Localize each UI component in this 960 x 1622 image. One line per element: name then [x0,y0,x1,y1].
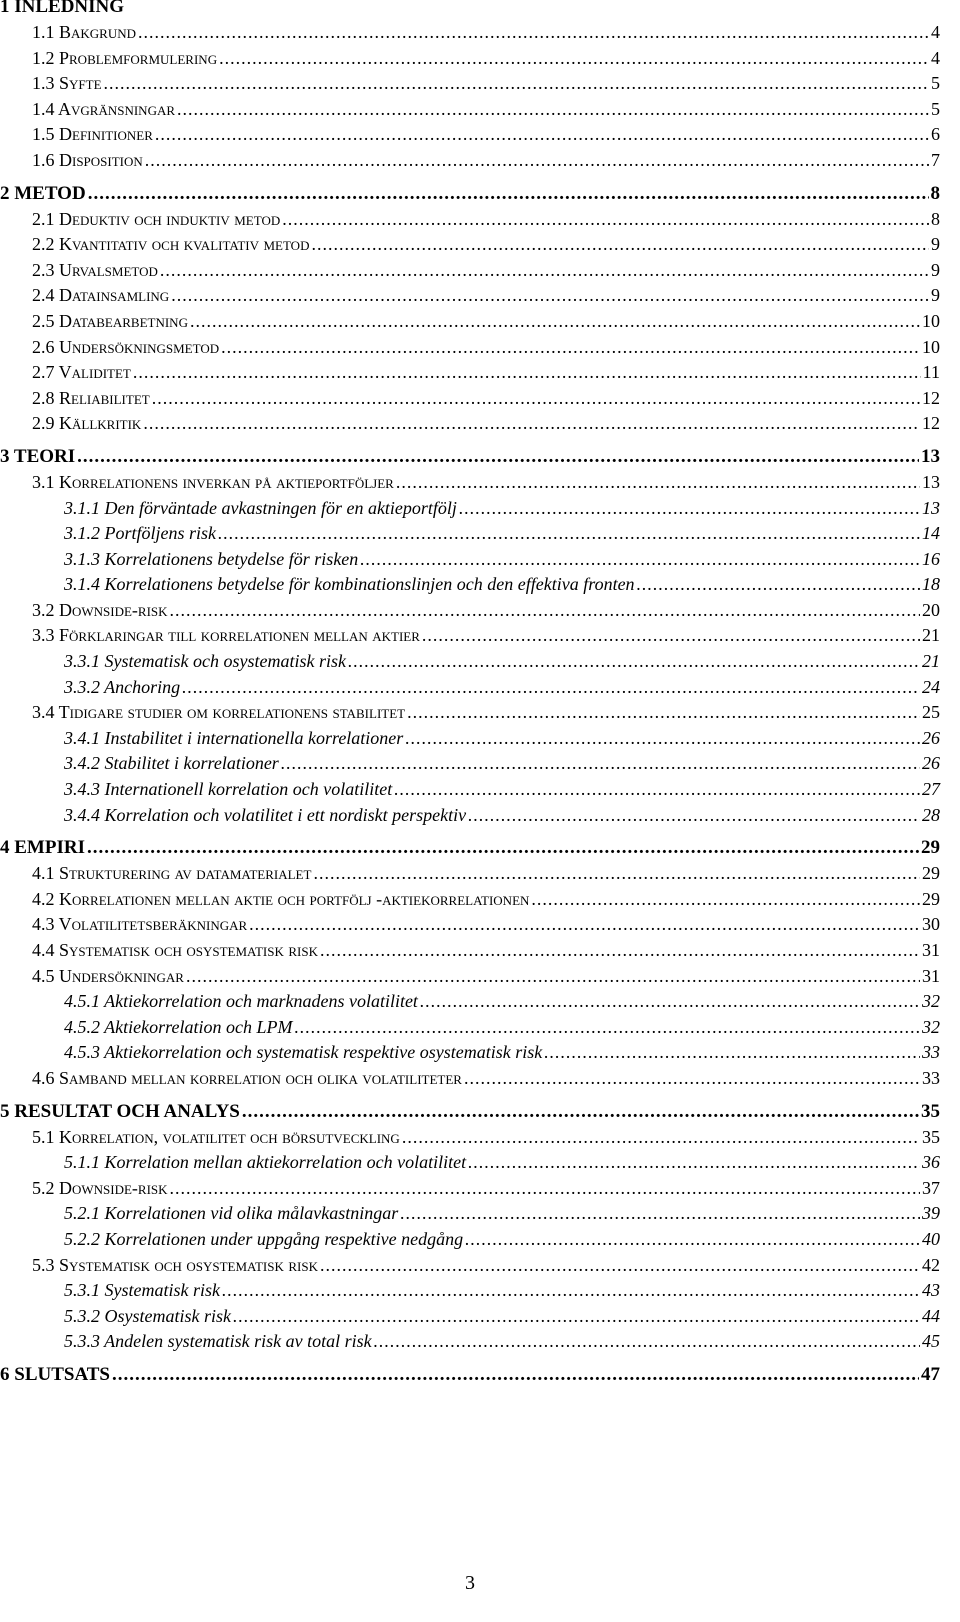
toc-subsection[interactable] [0,572,940,598]
toc-subsection[interactable] [0,1015,940,1041]
toc-subsection[interactable] [0,989,940,1015]
dot-leader [465,1227,920,1253]
toc-entry-page: 27 [922,779,940,800]
toc-entry-page: 28 [922,804,940,825]
toc-entry-title: 4.6 Samband mellan korrelation och olika volatiliteter [32,1067,462,1088]
dot-leader [249,912,920,938]
toc-subsection[interactable] [0,1227,940,1253]
toc-section[interactable] [0,335,940,361]
toc-entry-page: 4 [931,47,940,68]
dot-leader [218,521,920,547]
toc-entry-title: 6 SLUTSATS [0,1363,111,1385]
toc-chapter[interactable] [0,181,940,207]
toc-entry-page: 36 [922,1152,940,1173]
toc-entry-page: 10 [922,336,940,357]
toc-entry-title: 5.2.2 Korrelationen under uppgång respektive nedgång [64,1228,464,1249]
dot-leader [374,1329,920,1355]
toc-entry-title: 3.4.3 Internationell korrelation och volatilitet [64,779,393,800]
toc-entry-page: 18 [922,574,940,595]
toc-section[interactable] [0,386,940,412]
toc-entry-page: 25 [922,702,940,723]
dot-leader [405,726,920,752]
toc-entry-page: 42 [922,1254,940,1275]
toc-subsection[interactable] [0,803,940,829]
toc-entry-title: 5.3.2 Osystematisk risk [64,1305,231,1326]
page-number: 3 [465,1572,475,1594]
toc-section[interactable] [0,1066,940,1092]
toc-entry-title: 3.2 Downside-risk [32,599,168,620]
toc-section[interactable] [0,309,940,335]
toc-section[interactable] [0,1176,940,1202]
toc-section[interactable] [0,964,940,990]
toc-subsection[interactable] [0,1201,940,1227]
toc-entry-title: 5.2 Downside-risk [32,1177,168,1198]
toc-entry-page: 35 [922,1126,940,1147]
toc-entry-title: 5.1 Korrelation, volatilitet och börsutveckling [32,1126,400,1147]
toc-entry-title: 3.4.4 Korrelation och volatilitet i ett nordiskt perspektiv [64,804,467,825]
toc-entry-page: 29 [922,888,940,909]
toc-entry-title: 4.5.1 Aktiekorrelation och marknadens volatilitet [64,991,418,1012]
toc-chapter[interactable] [0,444,940,470]
toc-entry-title: 5.1.1 Korrelation mellan aktiekorrelation och volatilitet [64,1152,467,1173]
toc-entry-page: 12 [922,413,940,434]
toc-section[interactable] [0,1253,940,1279]
dot-leader [422,623,920,649]
toc-entry-page: 11 [922,362,940,383]
toc-entry-title: 5.3.3 Andelen systematisk risk av total risk [64,1331,372,1352]
toc-entry-page: 6 [931,124,940,145]
toc-subsection[interactable] [0,547,940,573]
toc-entry-page: 20 [922,599,940,620]
dot-leader [182,675,920,701]
toc-subsection[interactable] [0,751,940,777]
dot-leader [420,989,920,1015]
toc-entry-title: 2.7 Validitet [32,362,131,383]
toc-entry-title: 2.3 Urvalsmetod [32,259,158,280]
toc-entry-page: 35 [921,1100,940,1122]
toc-subsection[interactable] [0,649,940,675]
toc-entry-title: 3.1.2 Portföljens risk [64,523,216,544]
toc-entry-title: 1.5 Definitioner [32,124,153,145]
toc-entry-title: 4.3 Volatilitetsberäkningar [32,914,248,935]
toc-section[interactable] [0,598,940,624]
toc-section[interactable] [0,360,940,386]
toc-entry-page: 37 [922,1177,940,1198]
toc-entry-page: 29 [922,863,940,884]
toc-entry-title: 2.5 Databearbetning [32,310,188,331]
dot-leader [311,232,929,258]
toc-subsection[interactable] [0,1304,940,1330]
toc-entry-page: 13 [922,471,940,492]
toc-entry-title: 3.1.1 Den förväntade avkastningen för en aktieportfölj [64,497,457,518]
toc-entry-page: 26 [922,727,940,748]
dot-leader [464,1066,920,1092]
dot-leader [394,777,920,803]
dot-leader [152,386,920,412]
toc-entry-title: 1.2 Problemformulering [32,47,218,68]
toc-section[interactable] [0,623,940,649]
toc-entry-title: 3.3.1 Systematisk och osystematisk risk [64,651,346,672]
dot-leader [400,1201,920,1227]
dot-leader [221,335,920,361]
toc-entry-title: 4 EMPIRI [0,837,85,859]
toc-entry-page: 4 [931,22,940,42]
toc-section[interactable] [0,283,940,309]
toc-entry-page: 9 [931,234,940,255]
dot-leader [88,181,929,207]
toc-section[interactable] [0,20,940,46]
toc-entry-page: 8 [930,182,940,204]
toc-entry-title: 2.8 Reliabilitet [32,387,150,408]
toc-entry-title: 4.5.3 Aktiekorrelation och systematisk respektive osystematisk risk [64,1042,543,1063]
toc-entry-page: 39 [922,1203,940,1224]
toc-subsection[interactable] [0,1150,940,1176]
toc-entry-page: 14 [922,523,940,544]
dot-leader [160,258,929,284]
toc-entry-title: 3.1.3 Korrelationens betydelse för risken [64,548,359,569]
toc-section[interactable] [0,912,940,938]
toc-entry-title: 1.6 Disposition [32,149,143,170]
toc-entry-title: 2.4 Datainsamling [32,285,170,306]
toc-section[interactable] [0,700,940,726]
toc-entry-page: 33 [922,1042,940,1063]
toc-section[interactable] [0,232,940,258]
toc-subsection[interactable] [0,726,940,752]
dot-leader [468,803,920,829]
dot-leader [348,649,920,675]
toc-entry-title: 3.3.2 Anchoring [64,676,181,697]
dot-leader [145,148,929,174]
toc-subsection[interactable] [0,1278,940,1304]
toc-entry-title: 3.1.4 Korrelationens betydelse för kombinationslinjen och den effektiva fronten [64,574,635,595]
dot-leader [402,1125,920,1151]
dot-leader [186,964,920,990]
dot-leader [155,122,929,148]
toc-section[interactable] [0,207,940,233]
dot-leader [133,360,921,386]
toc-entry-title: 3.4.1 Instabilitet i internationella korrelationer [64,727,404,748]
dot-leader [233,1304,920,1330]
toc-entry-title: 5.3.1 Systematisk risk [64,1280,220,1301]
toc-entry-page: 32 [922,991,940,1012]
toc-entry-title: 4.5 Undersökningar [32,965,184,986]
toc-entry-page: 29 [921,837,940,859]
toc-entry-page: 21 [922,651,940,672]
dot-leader [396,470,920,496]
toc-entry-title: 3.3 Förklaringar till korrelationen mellan aktier [32,625,420,646]
dot-leader [112,1362,919,1388]
toc-entry-title: 4.1 Strukturering av datamaterialet [32,863,312,884]
toc-section[interactable] [0,861,940,887]
dot-leader [468,1150,920,1176]
toc-entry-page: 47 [921,1363,940,1385]
toc-chapter[interactable] [0,1099,940,1125]
toc-entry-title: 5 RESULTAT OCH ANALYS [0,1100,240,1122]
toc-section[interactable] [0,1125,940,1151]
dot-leader [531,887,920,913]
dot-leader [138,20,929,46]
toc-entry-page: 9 [931,259,940,280]
toc-section[interactable] [0,411,940,437]
dot-leader [77,444,919,470]
toc-entry-title: 1 INLEDNING [0,0,125,17]
toc-entry-page: 7 [931,149,940,170]
toc-entry-title: 3.1 Korrelationens inverkan på aktieportföljer [32,471,394,492]
dot-leader [171,283,929,309]
toc-entry-page: 9 [931,285,940,306]
toc-entry-title: 2.1 Deduktiv och induktiv metod [32,208,281,229]
dot-leader [242,1099,919,1125]
dot-leader [313,861,920,887]
dot-leader [170,598,920,624]
toc-section[interactable] [0,887,940,913]
toc-section[interactable] [0,97,940,123]
dot-leader [177,97,929,123]
dot-leader [294,1015,920,1041]
toc-entry-page: 8 [931,208,940,229]
toc-entry-title: 4.4 Systematisk och osystematisk risk [32,940,318,960]
toc-entry-title: 3.4.2 Stabilitet i korrelationer [64,753,279,774]
dot-leader [320,938,920,964]
dot-leader [282,207,929,233]
toc-entry-page: 21 [922,625,940,646]
toc-section[interactable] [0,148,940,174]
toc-entry-page: 31 [922,965,940,986]
toc-entry-title: 2.6 Undersökningsmetod [32,336,220,357]
toc-section[interactable] [0,470,940,496]
dot-leader [360,547,920,573]
toc-subsection[interactable] [0,496,940,522]
toc-entry-page: 13 [921,445,940,467]
toc-entry-page: 31 [922,940,940,960]
toc-entry-title: 1.3 Syfte [32,73,102,94]
toc-chapter[interactable] [0,1362,940,1388]
dot-leader [407,700,920,726]
toc-subsection[interactable] [0,521,940,547]
toc-section[interactable] [0,258,940,284]
toc-entry-page: 24 [922,676,940,697]
dot-leader [104,71,929,97]
toc-entry-title: 1.1 Bakgrund [32,22,137,42]
toc-subsection[interactable] [0,777,940,803]
toc-entry-title: 3 TEORI [0,445,76,467]
toc-entry-page: 33 [922,1067,940,1088]
toc-entry-page: 12 [922,387,940,408]
toc-entry-page: 13 [922,497,940,518]
toc-entry-page: 16 [922,548,940,569]
toc-entry-title: 1.4 Avgränsningar [32,98,176,119]
dot-leader [87,835,919,861]
dot-leader [281,751,920,777]
toc-entry-page: 44 [922,1305,940,1326]
dot-leader [219,46,929,72]
toc-entry-title: 3.4 Tidigare studier om korrelationens stabilitet [32,702,406,723]
toc-entry-page: 40 [922,1228,940,1249]
dot-leader [190,309,920,335]
toc-subsection[interactable] [0,1040,940,1066]
toc-entry-title: 4.5.2 Aktiekorrelation och LPM [64,1016,293,1037]
toc-chapter[interactable] [0,0,940,20]
toc-subsection[interactable] [0,1329,940,1355]
toc-entry-title: 5.2.1 Korrelationen vid olika målavkastningar [64,1203,399,1224]
toc-subsection[interactable] [0,675,940,701]
dot-leader [170,1176,920,1202]
dot-leader [544,1040,920,1066]
toc-entry-page: 5 [931,73,940,94]
toc-section[interactable] [0,938,940,964]
toc-entry-page: 5 [931,98,940,119]
toc-entry-title: 2.9 Källkritik [32,413,142,434]
toc-entry-page: 30 [922,914,940,935]
toc-entry-page: 32 [922,1016,940,1037]
dot-leader [459,496,920,522]
dot-leader [637,572,920,598]
dot-leader [143,411,920,437]
dot-leader [320,1253,920,1279]
toc-entry-page: 26 [922,753,940,774]
toc-section[interactable] [0,122,940,148]
toc-entry-page: 45 [922,1331,940,1352]
toc-entry-title: 2.2 Kvantitativ och kvalitativ metod [32,234,310,255]
toc-entry-title: 5.3 Systematisk och osystematisk risk [32,1254,318,1275]
toc-section[interactable] [0,71,940,97]
toc-entry-page: 43 [922,1280,940,1301]
toc-section[interactable] [0,46,940,72]
dot-leader [222,1278,920,1304]
toc-chapter[interactable] [0,835,940,861]
toc-entry-page: 10 [922,310,940,331]
toc-entry-title: 2 METOD [0,182,86,204]
toc-entry-title: 4.2 Korrelationen mellan aktie och portfölj -aktiekorrelationen [32,888,530,909]
